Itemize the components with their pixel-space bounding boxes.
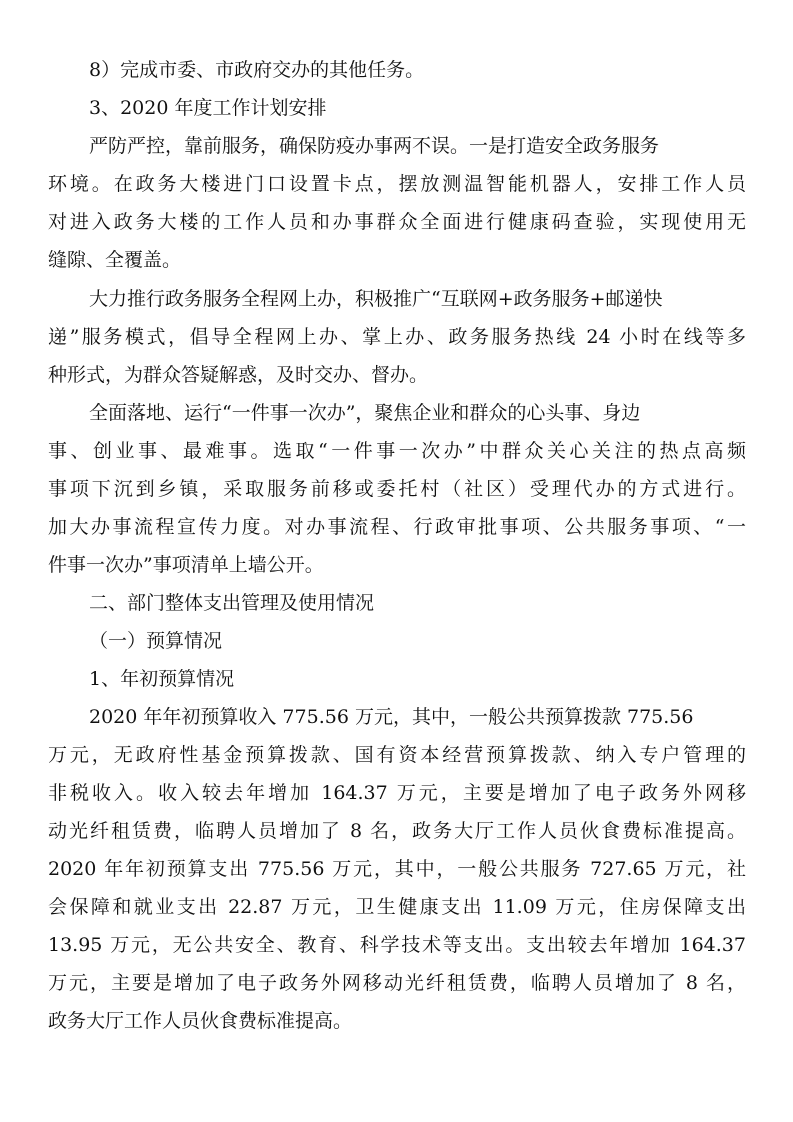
- paragraph-line: 万元，无政府性基金预算拨款、国有资本经营预算拨款、纳入专户管理的: [48, 744, 746, 766]
- paragraph-line: 13.95 万元，无公共安全、教育、科学技术等支出。支出较去年增加 164.37: [48, 934, 746, 956]
- paragraph-line: 政务大厅工作人员伙食费标准提高。: [48, 1010, 353, 1032]
- paragraph-line: 大力推行政务服务全程网上办，积极推广“互联网+政务服务+邮递快: [89, 288, 663, 310]
- item-8-text: 8）完成市委、市政府交办的其他任务。: [89, 59, 425, 81]
- subsection-1-heading: 1、年初预算情况: [89, 668, 235, 690]
- subsection-heading: （一）预算情况: [89, 630, 223, 652]
- paragraph-line: 2020 年年初预算支出 775.56 万元，其中，一般公共服务 727.65 万元，社: [48, 858, 746, 880]
- paragraph-line: 2020 年年初预算收入 775.56 万元，其中，一般公共预算拨款 775.56: [89, 706, 694, 728]
- paragraph-line: 递”服务模式，倡导全程网上办、掌上办、政务服务热线 24 小时在线等多: [48, 326, 746, 348]
- paragraph-line: 事、创业事、最难事。选取“一件事一次办”中群众关心关注的热点高频: [48, 440, 746, 462]
- paragraph-line: 种形式，为群众答疑解惑，及时交办、督办。: [48, 364, 429, 386]
- paragraph-line: 全面落地、运行“一件事一次办”，聚焦企业和群众的心头事、身边: [89, 402, 641, 424]
- paragraph-line: 对进入政务大楼的工作人员和办事群众全面进行健康码查验，实现使用无: [48, 211, 746, 233]
- paragraph-line: 会保障和就业支出 22.87 万元，卫生健康支出 11.09 万元，住房保障支出: [48, 896, 746, 918]
- paragraph-line: 缝隙、全覆盖。: [48, 249, 182, 271]
- section-2-heading: 二、部门整体支出管理及使用情况: [89, 592, 375, 614]
- paragraph-line: 件事一次办”事项清单上墙公开。: [48, 554, 324, 576]
- paragraph-line: 动光纤租赁费，临聘人员增加了 8 名，政务大厅工作人员伙食费标准提高。: [48, 820, 746, 842]
- paragraph-line: 环境。在政务大楼进门口设置卡点，摆放测温智能机器人，安排工作人员: [48, 173, 746, 195]
- paragraph-line: 加大办事流程宣传力度。对办事流程、行政审批事项、公共服务事项、“一: [48, 516, 746, 538]
- paragraph-line: 严防严控，靠前服务，确保防疫办事两不误。一是打造安全政务服务: [89, 135, 660, 157]
- paragraph-line: 事项下沉到乡镇，采取服务前移或委托村（社区）受理代办的方式进行。: [48, 478, 746, 500]
- paragraph-line: 万元，主要是增加了电子政务外网移动光纤租赁费，临聘人员增加了 8 名，: [48, 972, 746, 994]
- section-3-heading: 3、2020 年度工作计划安排: [89, 97, 327, 119]
- paragraph-line: 非税收入。收入较去年增加 164.37 万元，主要是增加了电子政务外网移: [48, 782, 746, 804]
